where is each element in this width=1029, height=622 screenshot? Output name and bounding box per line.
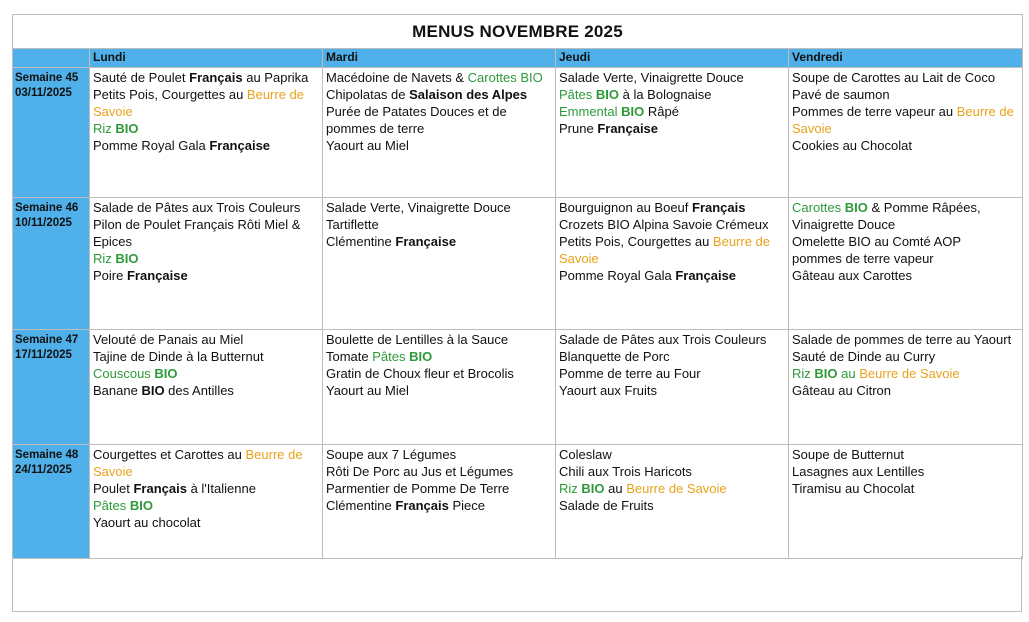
menu-text: Salade Verte, Vinaigrette Douce (559, 70, 744, 85)
menu-item (792, 199, 1019, 216)
menu-text: BIO (814, 366, 838, 381)
menu-text: Rôti De Porc au Jus et Légumes (326, 464, 514, 479)
menu-text: Salaison des Alpes (409, 87, 528, 102)
menu-text: Française (597, 121, 659, 136)
week-date: 24/11/2025 (15, 464, 72, 476)
menu-text: Tajine de Dinde à la Butternut (93, 349, 264, 364)
week-number: Semaine 46 (15, 202, 79, 214)
menu-item (326, 480, 552, 497)
menu-text: Gâteau aux Carottes (792, 268, 912, 283)
menu-item (326, 137, 552, 154)
menu-text: au (837, 366, 860, 381)
menu-item (559, 86, 785, 103)
week-row (13, 330, 1023, 445)
menu-item (559, 331, 785, 348)
menu-item (559, 233, 785, 267)
week-date: 17/11/2025 (15, 349, 72, 361)
menu-text: Clémentine (326, 498, 396, 513)
menu-item (792, 216, 1019, 233)
menu-text: Vinaigrette Douce (792, 217, 896, 232)
menu-text: Poire (93, 268, 127, 283)
menu-text: BIO (154, 366, 178, 381)
menu-text: Yaourt aux Fruits (559, 383, 658, 398)
menu-item (326, 331, 552, 365)
menu-text: Prune (559, 121, 598, 136)
menu-text: Macédoine de Navets & (326, 70, 468, 85)
menu-item (326, 233, 552, 250)
menu-item (559, 216, 785, 233)
week-date: 03/11/2025 (15, 87, 72, 99)
menu-text: à l'Italienne (186, 481, 256, 496)
menu-item (559, 348, 785, 365)
menu-text: Français (133, 481, 187, 496)
week-number: Semaine 45 (15, 72, 79, 84)
menu-item (792, 331, 1019, 348)
menu-text: Salade de Pâtes aux Trois Couleurs (93, 200, 301, 215)
menu-text: Salade de pommes de terre au Yaourt (792, 332, 1012, 347)
menu-item (559, 382, 785, 399)
menu-text: Gâteau au Citron (792, 383, 892, 398)
week-number: Semaine 48 (15, 449, 79, 461)
menu-text: Chipolatas de (326, 87, 410, 102)
menu-sheet (12, 14, 1022, 559)
menu-item (792, 103, 1019, 137)
menu-item (326, 216, 552, 233)
menu-text: Coleslaw (559, 447, 612, 462)
menu-text: Pilon de Poulet Français Rôti Miel & Epices (93, 217, 301, 249)
menu-text: Beurre de Savoie (626, 481, 727, 496)
menu-text: à la Bolognaise (618, 87, 712, 102)
menu-text: Pâtes (93, 498, 130, 513)
week-row (13, 68, 1023, 198)
menu-item (792, 86, 1019, 103)
menu-item (792, 348, 1019, 365)
menu-item (326, 199, 552, 216)
menu-text: Lasagnes aux Lentilles (792, 464, 925, 479)
week-number: Semaine 47 (15, 334, 79, 346)
menu-text: Salade Verte, Vinaigrette Douce (326, 200, 511, 215)
menu-item (559, 480, 785, 497)
menu-item (792, 365, 1019, 382)
menu-text: Courgettes et Carottes au (93, 447, 246, 462)
menu-text: Beurre de Savoie (859, 366, 960, 381)
menu-text: BIO (581, 481, 605, 496)
menu-item (559, 463, 785, 480)
menu-cell-mardi (323, 445, 556, 559)
menu-text: Pomme Royal Gala (93, 138, 210, 153)
menu-text: Pâtes (559, 87, 596, 102)
menu-text: au (604, 481, 627, 496)
menu-cell-vendredi (789, 198, 1023, 330)
menu-text: Français (189, 70, 243, 85)
week-label-cell (13, 198, 90, 330)
menu-text: Beurre de Savoie (559, 234, 771, 266)
menu-text: Yaourt au chocolat (93, 515, 201, 530)
menu-item (792, 233, 1019, 250)
menu-table (12, 14, 1023, 559)
menu-text: Gratin de Choux fleur et Brocolis (326, 366, 514, 381)
menu-text: Français (692, 200, 746, 215)
menu-cell-lundi (90, 198, 323, 330)
menu-item (559, 69, 785, 86)
menu-item (93, 216, 319, 250)
menu-cell-mardi (323, 68, 556, 198)
menu-item (326, 463, 552, 480)
menu-item (792, 382, 1019, 399)
menu-text: Cookies au Chocolat (792, 138, 912, 153)
menu-item (93, 120, 319, 137)
menu-text: Soupe de Butternut (792, 447, 905, 462)
menu-text: Couscous (93, 366, 155, 381)
menu-text: Beurre de Savoie (792, 104, 1014, 136)
menu-text: Poulet (93, 481, 134, 496)
menu-item (93, 250, 319, 267)
menu-item (93, 348, 319, 365)
menu-text: Petits Pois, Courgettes au (559, 234, 713, 249)
menu-text: Tartiflette (326, 217, 379, 232)
menu-text: Français (395, 498, 449, 513)
menu-text: Râpé (644, 104, 679, 119)
menu-item (792, 137, 1019, 154)
menu-text: Pavé de saumon (792, 87, 890, 102)
menu-item (559, 365, 785, 382)
menu-item (93, 331, 319, 348)
week-label-cell (13, 445, 90, 559)
menu-text: Riz (93, 251, 116, 266)
menu-cell-vendredi (789, 330, 1023, 445)
menu-item (326, 497, 552, 514)
menu-text: Emmental (559, 104, 622, 119)
corner-cell (13, 49, 90, 68)
menu-text: Yaourt au Miel (326, 383, 409, 398)
menu-cell-jeudi (556, 330, 789, 445)
menu-item (559, 267, 785, 284)
menu-text: Velouté de Panais au Miel (93, 332, 244, 347)
menu-text: Yaourt au Miel (326, 138, 409, 153)
menu-text: Pommes de terre vapeur au (792, 104, 957, 119)
menu-text: Pâtes (372, 349, 410, 364)
menu-item (792, 480, 1019, 497)
menu-text: Carottes (792, 200, 845, 215)
menu-text: Boulette de Lentilles à la Sauce Tomate (326, 332, 509, 364)
menu-text: Banane (93, 383, 142, 398)
menu-item (326, 69, 552, 86)
menu-text: Purée de Patates Douces et de pommes de terre (326, 104, 507, 136)
menu-item (93, 199, 319, 216)
week-row (13, 198, 1023, 330)
menu-text: Omelette BIO au Comté AOP (792, 234, 962, 249)
menu-text: BIO (844, 200, 868, 215)
menu-text: & Pomme Râpées, (867, 200, 981, 215)
menu-text: pommes de terre vapeur (792, 251, 934, 266)
week-row (13, 445, 1023, 559)
menu-item (792, 69, 1019, 86)
menu-item (326, 103, 552, 137)
menu-text: des Antilles (164, 383, 234, 398)
menu-text: BIO (129, 498, 153, 513)
menu-text: Clémentine (326, 234, 396, 249)
menu-item (326, 446, 552, 463)
menu-text: Tiramisu au Chocolat (792, 481, 915, 496)
menu-cell-jeudi (556, 445, 789, 559)
menu-body (13, 68, 1023, 559)
menu-item (792, 463, 1019, 480)
menu-text: BIO (595, 87, 619, 102)
menu-item (93, 497, 319, 514)
menu-cell-lundi (90, 445, 323, 559)
menu-text: Riz (93, 121, 116, 136)
menu-text: Parmentier de Pomme De Terre (326, 481, 510, 496)
menu-text: Riz (559, 481, 582, 496)
menu-text: BIO (115, 121, 139, 136)
menu-item (326, 365, 552, 382)
menu-text: BIO (621, 104, 645, 119)
menu-cell-vendredi (789, 68, 1023, 198)
menu-cell-vendredi (789, 445, 1023, 559)
menu-item (326, 382, 552, 399)
menu-cell-jeudi (556, 68, 789, 198)
menu-text: Beurre de Savoie (93, 447, 303, 479)
menu-item (93, 514, 319, 531)
menu-item (93, 137, 319, 154)
week-label-cell (13, 330, 90, 445)
week-date: 10/11/2025 (15, 217, 72, 229)
menu-text: Française (126, 268, 188, 283)
menu-item (792, 267, 1019, 284)
menu-text: au Paprika Petits Pois, Courgettes au (93, 70, 309, 102)
menu-text: Riz (792, 366, 815, 381)
footer-empty-box (12, 556, 1022, 612)
menu-text: Chili aux Trois Haricots (559, 464, 692, 479)
menu-text: Sauté de Poulet (93, 70, 190, 85)
menu-text: Salade de Pâtes aux Trois Couleurs (559, 332, 767, 347)
page-title: MENUS NOVEMBRE 2025 (13, 15, 1023, 49)
menu-cell-lundi (90, 68, 323, 198)
menu-text: Bourguignon au Boeuf (559, 200, 692, 215)
menu-cell-jeudi (556, 198, 789, 330)
menu-text: Pomme Royal Gala (559, 268, 676, 283)
menu-text: Française (209, 138, 271, 153)
menu-item (792, 250, 1019, 267)
menu-item (93, 480, 319, 497)
menu-item (559, 199, 785, 216)
menu-text: Sauté de Dinde au Curry (792, 349, 936, 364)
menu-item (559, 120, 785, 137)
menu-item (93, 365, 319, 382)
menu-item (559, 103, 785, 120)
menu-text: BIO (409, 349, 433, 364)
menu-item (93, 69, 319, 120)
menu-text: Carottes BIO (467, 70, 543, 85)
menu-cell-mardi (323, 330, 556, 445)
day-header-vendredi: Vendredi (789, 49, 1023, 68)
menu-item (93, 267, 319, 284)
week-label-cell (13, 68, 90, 198)
menu-text: BIO (141, 383, 165, 398)
menu-text: Française (675, 268, 737, 283)
menu-cell-mardi (323, 198, 556, 330)
menu-text: Soupe de Carottes au Lait de Coco (792, 70, 996, 85)
menu-text: Soupe aux 7 Légumes (326, 447, 457, 462)
menu-item (792, 446, 1019, 463)
day-header-lundi: Lundi (90, 49, 323, 68)
menu-text: Piece (448, 498, 485, 513)
menu-text: BIO (115, 251, 139, 266)
day-header-mardi: Mardi (323, 49, 556, 68)
menu-text: Crozets BIO Alpina Savoie Crémeux (559, 217, 769, 232)
menu-item (559, 497, 785, 514)
menu-text: Beurre de Savoie (93, 87, 305, 119)
menu-text: Pomme de terre au Four (559, 366, 701, 381)
menu-item (93, 382, 319, 399)
menu-item (559, 446, 785, 463)
menu-text: Française (395, 234, 457, 249)
menu-cell-lundi (90, 330, 323, 445)
day-header-row (13, 49, 1023, 68)
menu-text: Salade de Fruits (559, 498, 654, 513)
menu-text: Blanquette de Porc (559, 349, 670, 364)
menu-item (326, 86, 552, 103)
menu-item (93, 446, 319, 480)
day-header-jeudi: Jeudi (556, 49, 789, 68)
